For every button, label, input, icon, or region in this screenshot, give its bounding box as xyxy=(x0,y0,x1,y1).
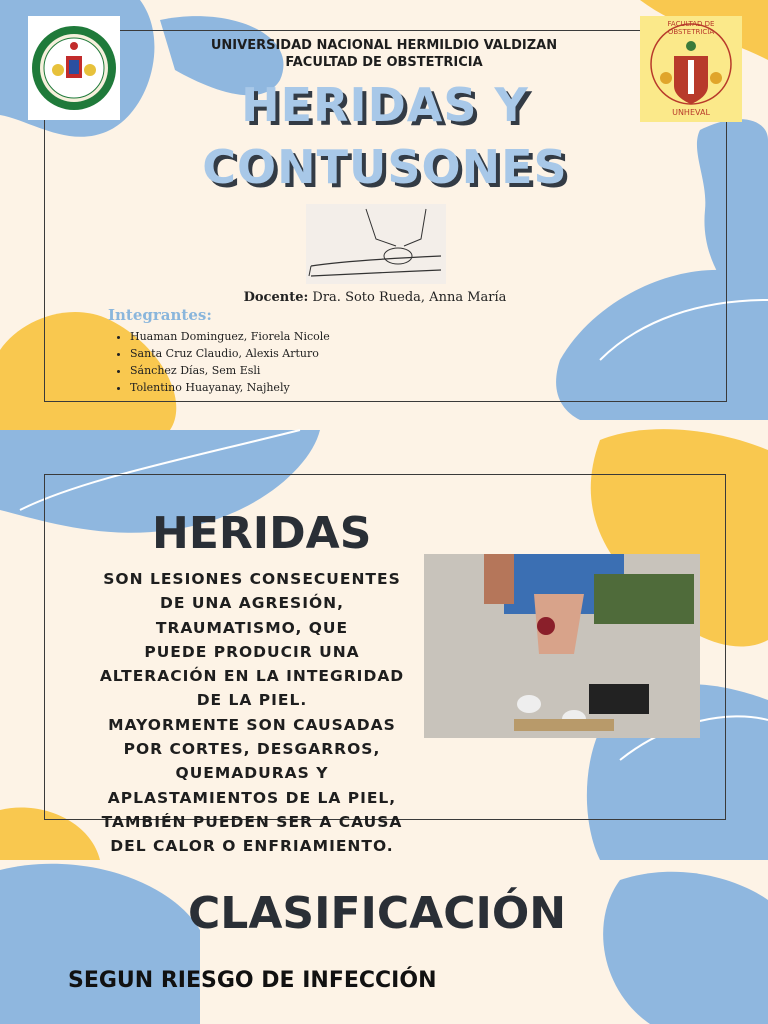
clasificacion-subtitle: SEGUN RIESGO DE INFECCIÓN xyxy=(68,968,437,993)
list-item: • Santa Cruz Claudio, Alexis Arturo xyxy=(130,345,330,362)
description-line: DE UNA AGRESIÓN, xyxy=(159,594,344,613)
docente-line xyxy=(150,290,600,305)
heridas-description xyxy=(82,567,422,859)
description-line: DE LA PIEL. xyxy=(196,691,308,710)
integrantes-title: Integrantes: xyxy=(108,306,212,324)
docente-name: Dra. Soto Rueda, Anna María xyxy=(312,290,507,305)
list-item: • Sánchez Días, Sem Esli xyxy=(130,362,330,379)
description-line: TAMBIÉN PUEDEN SER A CAUSA xyxy=(101,812,403,831)
title-line-2: CONTUSONES xyxy=(202,140,568,194)
list-item: • Tolentino Huayanay, Najhely xyxy=(130,379,330,396)
description-line: PUEDE PRODUCIR UNA xyxy=(144,642,360,661)
university-name: UNIVERSIDAD NACIONAL HERMILDIO VALDIZAN xyxy=(210,38,558,53)
heridas-title: HERIDAS xyxy=(152,508,372,559)
description-line: MAYORMENTE SON CAUSADAS xyxy=(108,715,396,734)
description-line: QUEMADURAS Y xyxy=(175,764,329,783)
injured-knee-photo xyxy=(424,554,700,738)
title-line-1: HERIDAS Y xyxy=(241,78,529,132)
docente-label: Docente: xyxy=(243,290,309,305)
faculty-logo-bottom-text: UNHEVAL xyxy=(672,108,710,117)
list-item: • Huaman Dominguez, Fiorela Nicole xyxy=(130,328,330,345)
description-line: POR CORTES, DESGARROS, xyxy=(123,740,381,759)
clasificacion-title: CLASIFICACIÓN xyxy=(188,888,567,939)
faculty-logo-ring-text: FACULTAD DE OBSTETRICIA xyxy=(667,20,715,36)
university-logo xyxy=(28,16,120,120)
description-line: TRAUMATISMO, QUE xyxy=(155,618,349,637)
wound-care-illustration xyxy=(306,204,446,284)
description-line: ALTERACIÓN EN LA INTEGRIDAD xyxy=(99,667,405,686)
faculty-name: FACULTAD DE OBSTETRICIA xyxy=(285,55,483,70)
description-line: SON LESIONES CONSECUENTES xyxy=(103,570,401,588)
faculty-logo xyxy=(640,16,742,122)
integrantes-list xyxy=(108,328,330,396)
description-line: DEL CALOR O ENFRIAMIENTO. xyxy=(110,837,394,856)
description-line: APLASTAMIENTOS DE LA PIEL, xyxy=(107,788,397,807)
